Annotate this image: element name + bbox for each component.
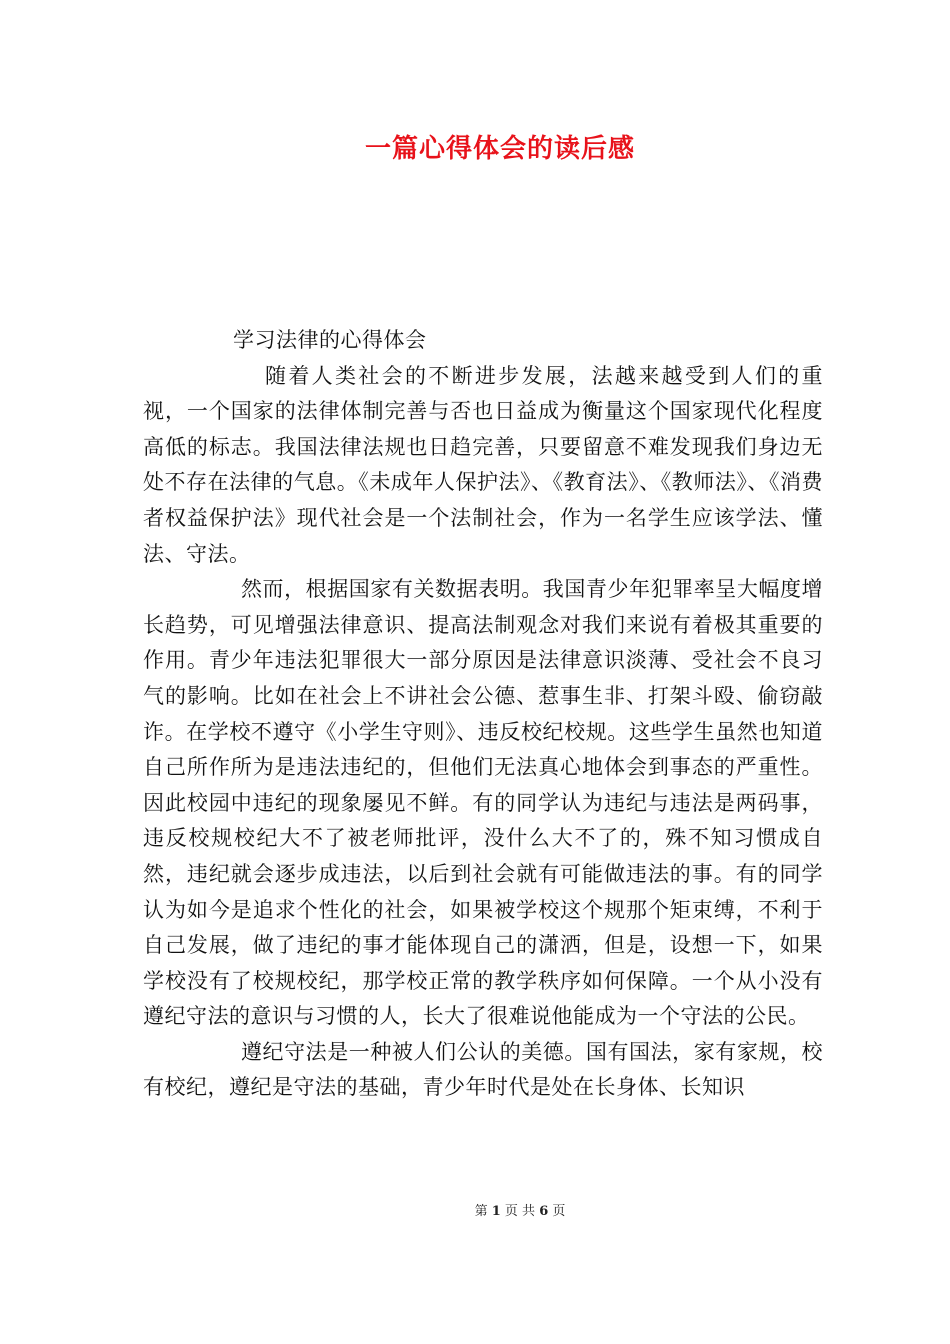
footer-prefix: 第: [474, 1204, 488, 1219]
page-footer: [0, 1203, 950, 1221]
document-body: [143, 323, 823, 1106]
paragraph: 遵纪守法是一种被人们公认的美德。国有国法，家有家规，校有校纪，遵纪是守法的基础，青少年时代是处在长身体、长知识: [143, 1039, 823, 1100]
document-subtitle: 学习法律的心得体会: [233, 328, 427, 352]
footer-middle: 页 共: [504, 1204, 536, 1219]
footer-suffix: 页: [552, 1204, 566, 1219]
paragraph: 然而，根据国家有关数据表明。我国青少年犯罪率呈大幅度增长趋势，可见增强法律意识、提高法制观念对我们来说有着极其重要的作用。青少年违法犯罪很大一部分原因是法律意识淡薄、受社会不良习气的影响。比如在社会上不讲社会公德、惹事生非、打架斗殴、偷窃敲诈。在学校不遵守《小学生守则》、违反校纪校规。这些学生虽然也知道自己所作所为是违法违纪的，但他们无法真心地体会到事态的严重性。因此校园中违纪的现象屡见不鲜。有的同学认为违纪与违法是两码事，违反校规校纪大不了被老师批评，没什么大不了的，殊不知习惯成自然，违纪就会逐步成违法，以后到社会就有可能做违法的事。有的同学认为如今是追求个性化的社会，如果被学校这个规那个矩束缚，不利于自己发展，做了违纪的事才能体现自己的潇洒，但是，设想一下，如果学校没有了校规校纪，那学校正常的教学秩序如何保障。一个从小没有遵纪守法的意识与习惯的人，长大了很难说他能成为一个守法的公民。: [143, 577, 823, 1029]
document-title: 一篇心得体会的读后感: [364, 134, 635, 164]
current-page-number: 1: [491, 1204, 501, 1219]
total-pages-number: 6: [539, 1204, 549, 1219]
paragraph: 随着人类社会的不断进步发展，法越来越受到人们的重视，一个国家的法律体制完善与否也日益成为衡量这个国家现代化程度高低的标志。我国法律法规也日趋完善，只要留意不难发现我们身边无处不存在法律的气息。《未成年人保护法》、《教育法》、《教师法》、《消费者权益保护法》现代社会是一个法制社会，作为一名学生应该学法、懂法、守法。: [143, 363, 823, 566]
